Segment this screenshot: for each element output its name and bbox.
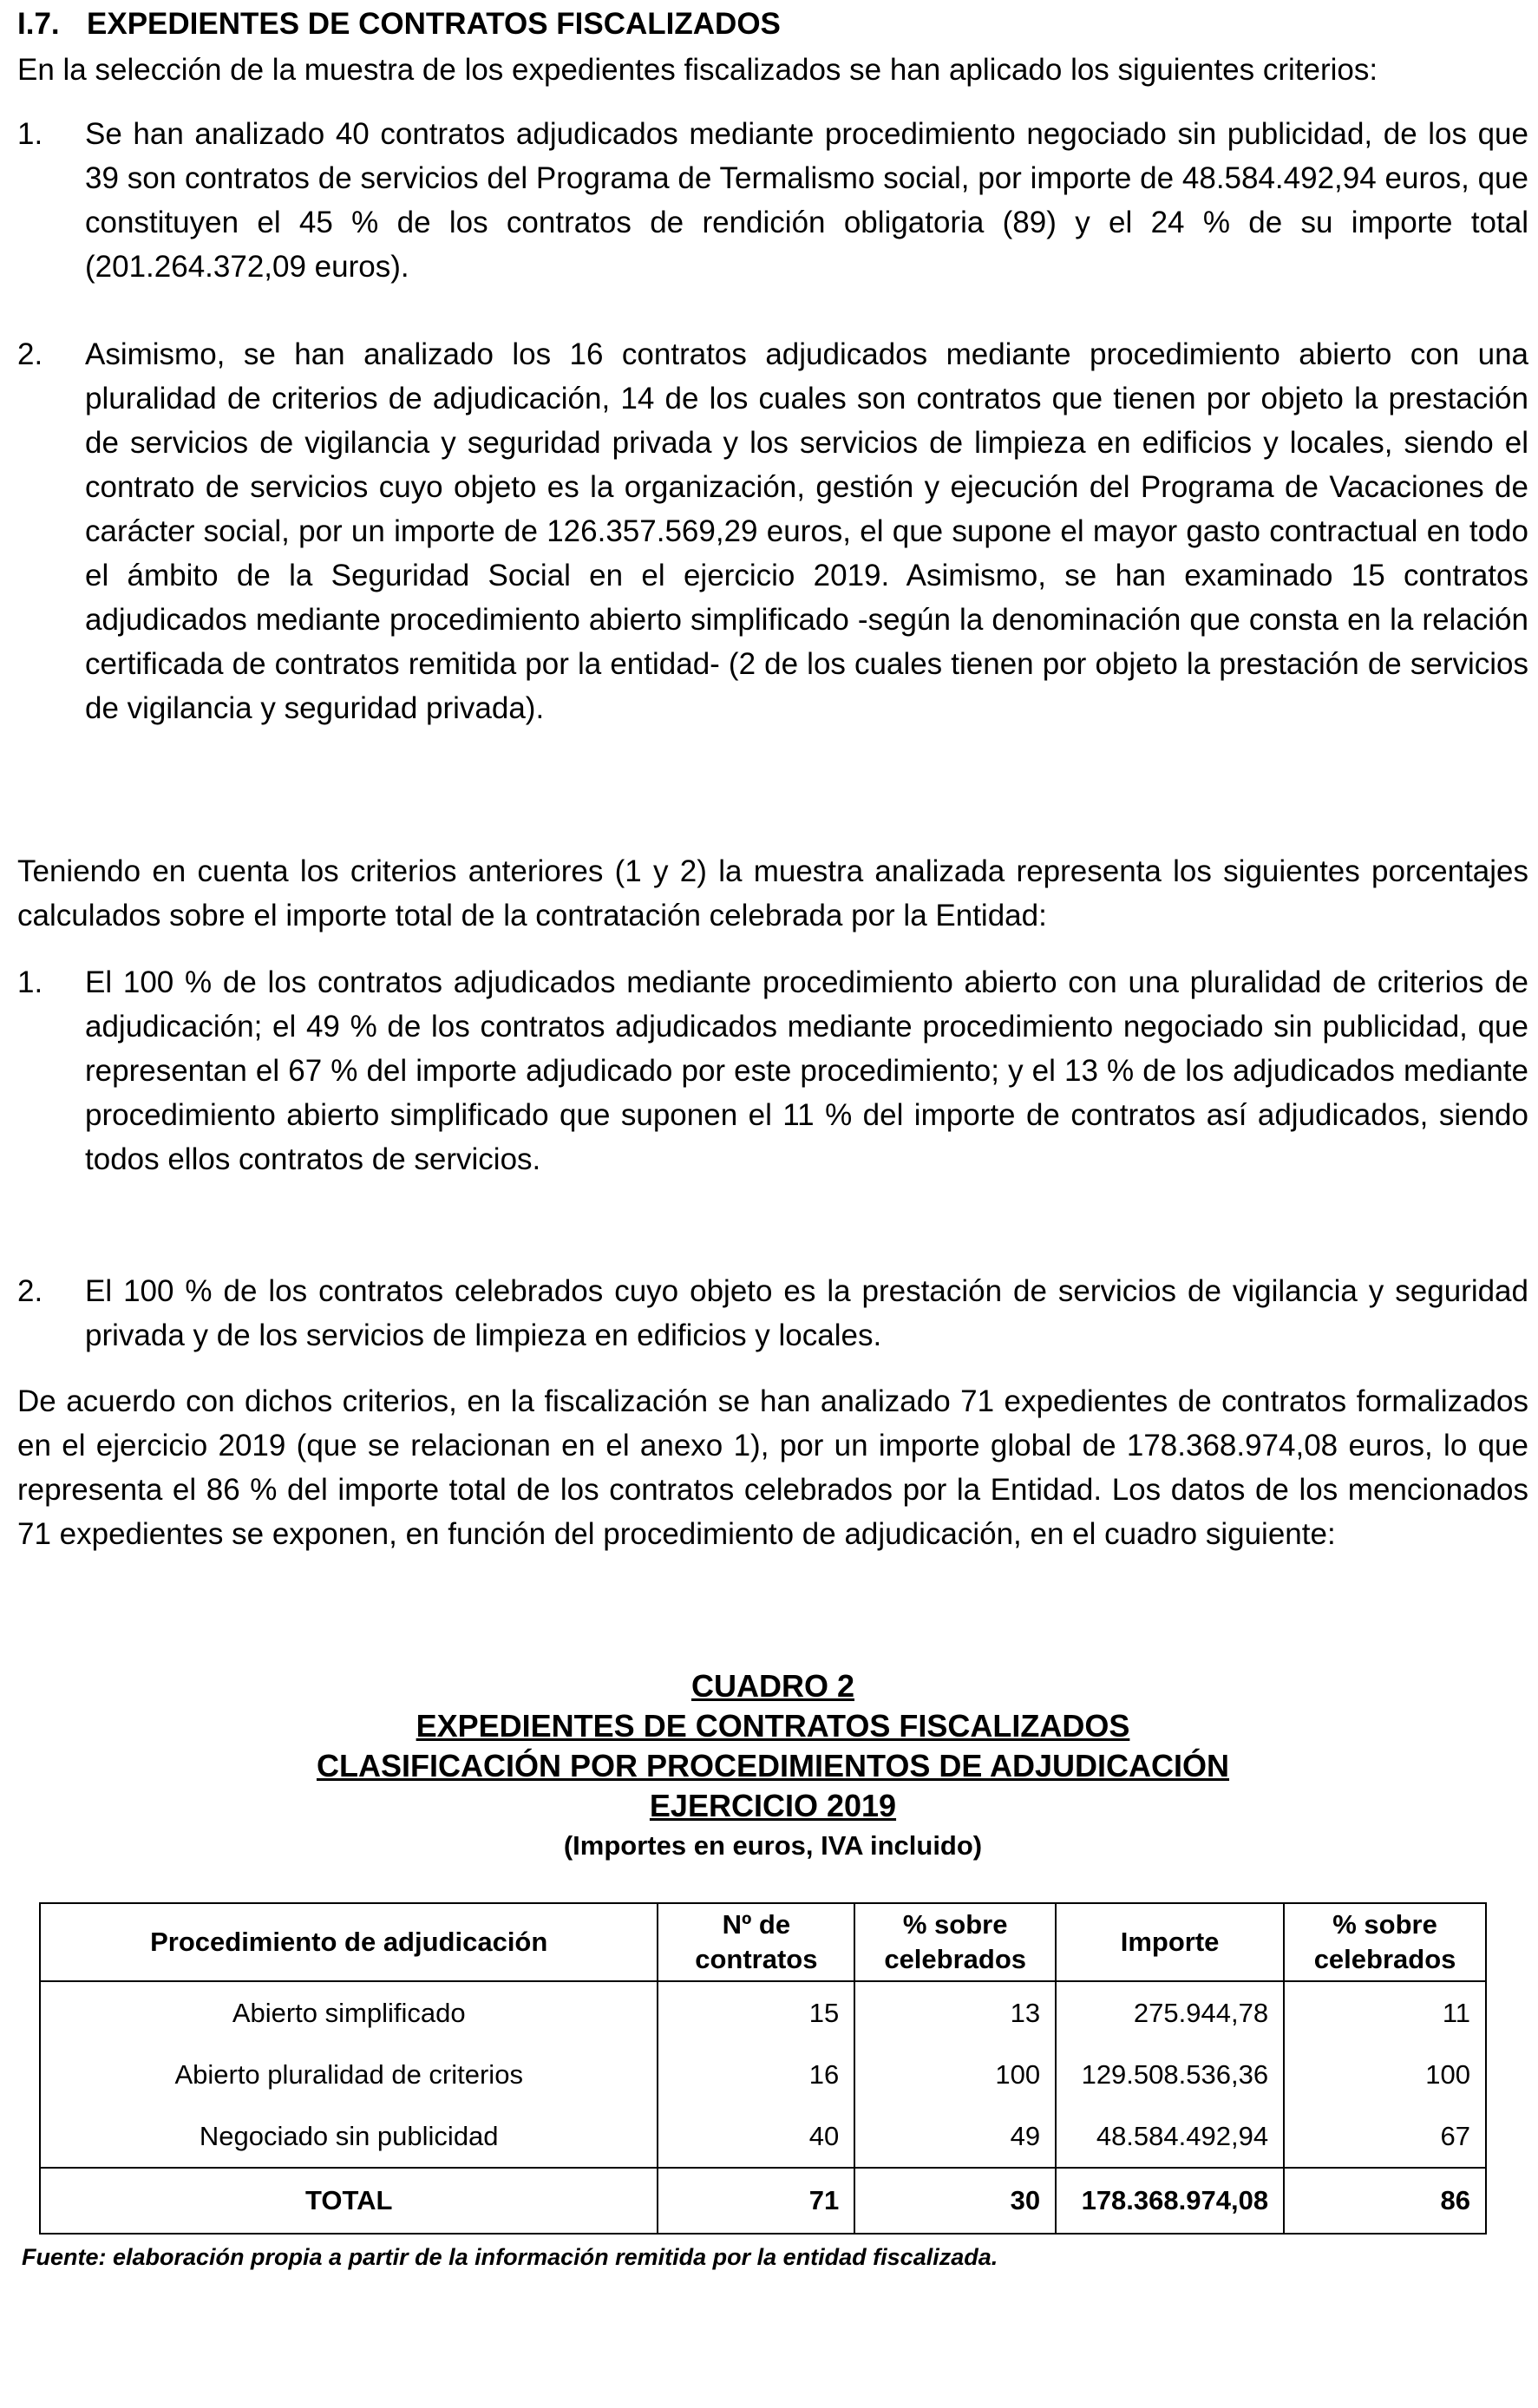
percentage-item-1 <box>17 960 1528 1181</box>
percentage-item-2-number: 2. <box>17 1274 43 1308</box>
cell-procedure: Abierto pluralidad de criterios <box>40 2044 658 2105</box>
total-amount: 178.368.974,08 <box>1056 2168 1284 2234</box>
table-source-note: Fuente: elaboración propia a partir de la información remitida por la entidad fiscalizada. <box>22 2244 998 2270</box>
criteria-item-2-number: 2. <box>17 337 43 371</box>
caption-line-cuadro: CUADRO 2 <box>690 1668 854 1704</box>
cell-pct-amount: 11 <box>1284 1981 1486 2044</box>
cell-pct-count: 13 <box>854 1981 1056 2044</box>
cell-amount: 275.944,78 <box>1056 1981 1284 2044</box>
cell-procedure: Abierto simplificado <box>40 1981 658 2044</box>
header-amount: Importe <box>1056 1903 1284 1981</box>
section-number: I.7. <box>17 7 60 41</box>
contracts-table <box>39 1902 1487 2235</box>
header-pct-count-line2: celebrados <box>884 1944 1027 1974</box>
caption-line-title: EXPEDIENTES DE CONTRATOS FISCALIZADOS <box>416 1708 1130 1744</box>
table-header-row <box>40 1903 1486 1981</box>
section-title <box>17 7 781 42</box>
criteria-item-2 <box>17 332 1528 730</box>
criteria-item-1-text: Se han analizado 40 contratos adjudicados mediante procedimiento negociado sin publicidad, de los que 39 son contratos de servicios del Programa de Termalismo social, por importe de 48.584.492,94 euros, que constituyen el 45 % de los contratos de rendición obligatoria (89) y el 24 % de su importe total (201.264.372,09 euros). <box>85 117 1528 284</box>
section-title-text: EXPEDIENTES DE CONTRATOS FISCALIZADOS <box>87 7 781 41</box>
criteria-item-2-text: Asimismo, se han analizado los 16 contratos adjudicados mediante procedimiento abierto con una pluralidad de criterios de adjudicación, 14 de los cuales son contratos que tienen por objeto la prestación de servicios de vigilancia y seguridad privada y los servicios de limpieza en edificios y locales, siendo el contrato de servicios cuyo objeto es la organización, gestión y ejecución del Programa de Vacaciones de carácter social, por un importe de 126.357.569,29 euros, el que supone el mayor gasto contractual en todo el ámbito de la Seguridad Social en el ejercicio 2019. Asimismo, se han examinado 15 contratos adjudicados mediante procedimiento abierto simplificado -según la denominación que consta en la relación certificada de contratos remitida por la entidad- (2 de los cuales tienen por objeto la prestación de servicios de vigilancia y seguridad privada). <box>85 337 1528 725</box>
cell-pct-amount: 100 <box>1284 2044 1486 2105</box>
total-label: TOTAL <box>40 2168 658 2234</box>
header-pct-amount-line1: % sobre <box>1332 1909 1437 1940</box>
cell-pct-count: 100 <box>854 2044 1056 2105</box>
table-row <box>40 1981 1486 2044</box>
total-pct-amount: 86 <box>1284 2168 1486 2234</box>
total-count: 71 <box>658 2168 854 2234</box>
cell-amount: 48.584.492,94 <box>1056 2105 1284 2168</box>
header-pct-count <box>854 1903 1056 1981</box>
cell-count: 15 <box>658 1981 854 2044</box>
caption-units: (Importes en euros, IVA incluido) <box>563 1830 983 1861</box>
header-count-line1: Nº de <box>722 1909 791 1940</box>
header-pct-amount-line2: celebrados <box>1313 1944 1456 1974</box>
cell-count: 16 <box>658 2044 854 2105</box>
cell-pct-count: 49 <box>854 2105 1056 2168</box>
cell-amount: 129.508.536,36 <box>1056 2044 1284 2105</box>
header-pct-count-line1: % sobre <box>902 1909 1008 1940</box>
header-pct-amount <box>1284 1903 1486 1981</box>
table-caption <box>17 1666 1528 1866</box>
caption-line-classification: CLASIFICACIÓN POR PROCEDIMIENTOS DE ADJUDICACIÓN <box>316 1748 1230 1783</box>
middle-paragraph: Teniendo en cuenta los criterios anteriores (1 y 2) la muestra analizada representa los siguientes porcentajes calculados sobre el importe total de la contratación celebrada por la Entidad: <box>17 854 1528 932</box>
header-procedure: Procedimiento de adjudicación <box>40 1903 658 1981</box>
percentage-item-1-number: 1. <box>17 965 43 999</box>
header-count-line2: contratos <box>695 1944 818 1974</box>
header-count <box>658 1903 854 1981</box>
cell-procedure: Negociado sin publicidad <box>40 2105 658 2168</box>
total-pct-count: 30 <box>854 2168 1056 2234</box>
intro-paragraph: En la selección de la muestra de los expedientes fiscalizados se han aplicado los siguientes criterios: <box>17 53 1378 87</box>
criteria-item-1 <box>17 112 1528 289</box>
closing-paragraph: De acuerdo con dichos criterios, en la fiscalización se han analizado 71 expedientes de contratos formalizados en el ejercicio 2019 (que se relacionan en el anexo 1), por un importe global de 178.368.974,08 euros, lo que representa el 86 % del importe total de los contratos celebrados por la Entidad. Los datos de los mencionados 71 expedientes se exponen, en función del procedimiento de adjudicación, en el cuadro siguiente: <box>17 1384 1528 1551</box>
percentage-item-2-text: El 100 % de los contratos celebrados cuyo objeto es la prestación de servicios de vigilancia y seguridad privada y de los servicios de limpieza en edificios y locales. <box>85 1274 1528 1352</box>
criteria-item-1-number: 1. <box>17 117 43 151</box>
caption-line-year: EJERCICIO 2019 <box>649 1788 897 1823</box>
table-total-row <box>40 2168 1486 2234</box>
table-row <box>40 2105 1486 2168</box>
cell-count: 40 <box>658 2105 854 2168</box>
percentage-item-1-text: El 100 % de los contratos adjudicados mediante procedimiento abierto con una pluralidad de criterios de adjudicación; el 49 % de los contratos adjudicados mediante procedimiento negociado sin publicidad, que representan el 67 % del importe adjudicado por este procedimiento; y el 13 % de los adjudicados mediante procedimiento abierto simplificado que suponen el 11 % del importe de contratos así adjudicados, siendo todos ellos contratos de servicios. <box>85 965 1528 1176</box>
table-row <box>40 2044 1486 2105</box>
cell-pct-amount: 67 <box>1284 2105 1486 2168</box>
percentage-item-2 <box>17 1269 1528 1358</box>
